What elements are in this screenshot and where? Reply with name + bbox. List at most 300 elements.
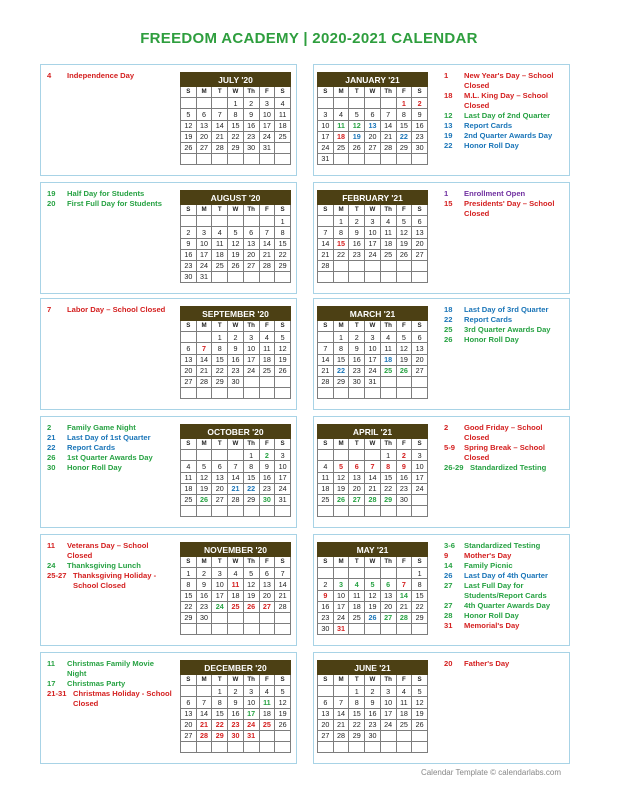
week-row (318, 376, 428, 387)
day-cell: 20 (365, 131, 381, 142)
day-cell: 16 (396, 472, 412, 483)
weekday-label: S (412, 205, 428, 216)
event-text: Independence Day (67, 71, 135, 80)
event-item (444, 611, 566, 621)
day-cell: 12 (196, 472, 212, 483)
day-cell: 26 (396, 249, 412, 260)
event-item (47, 189, 172, 199)
month-title: APRIL '21 (318, 425, 428, 439)
day-cell (259, 216, 275, 227)
day-cell: 21 (365, 483, 381, 494)
day-cell (412, 742, 428, 753)
day-cell: 16 (259, 472, 275, 483)
weekday-label: T (212, 321, 228, 332)
day-cell: 6 (181, 343, 197, 354)
event-date: 1 (444, 189, 449, 198)
weekday-label: W (228, 87, 244, 98)
event-text: Last Day of 2nd Quarter (464, 111, 551, 120)
event-item (444, 551, 566, 561)
event-text: Christmas Party (67, 679, 126, 688)
day-cell: 23 (396, 483, 412, 494)
event-date: 9 (444, 551, 449, 560)
day-cell (396, 730, 412, 741)
day-cell: 4 (333, 109, 349, 120)
day-cell: 11 (380, 343, 396, 354)
day-cell: 17 (365, 238, 381, 249)
day-cell: 18 (380, 238, 396, 249)
weekday-label: W (365, 321, 381, 332)
day-cell: 25 (333, 142, 349, 153)
day-cell (349, 450, 365, 461)
event-date: 27 (444, 581, 453, 590)
day-cell (396, 506, 412, 517)
weekday-label: S (318, 321, 334, 332)
weekday-label: S (318, 675, 334, 686)
day-cell: 6 (412, 332, 428, 343)
day-cell: 10 (365, 343, 381, 354)
event-text: 1st Quarter Awards Day (67, 453, 153, 462)
day-cell: 14 (396, 590, 412, 601)
event-item (444, 199, 566, 219)
day-cell: 2 (243, 98, 259, 109)
day-cell: 1 (333, 332, 349, 343)
day-cell: 14 (196, 708, 212, 719)
day-cell: 28 (318, 260, 334, 271)
day-cell: 24 (212, 601, 228, 612)
day-cell (365, 388, 381, 399)
week-row (318, 216, 428, 227)
event-item (444, 463, 566, 473)
day-cell: 27 (318, 730, 334, 741)
month-title: FEBRUARY '21 (318, 191, 428, 205)
event-item (47, 433, 172, 443)
day-cell (396, 154, 412, 165)
day-cell: 5 (275, 332, 291, 343)
day-cell: 29 (333, 376, 349, 387)
day-cell (181, 624, 197, 635)
month-title: AUGUST '20 (181, 191, 291, 205)
day-cell: 9 (243, 109, 259, 120)
day-cell: 23 (318, 612, 334, 623)
day-cell: 20 (318, 719, 334, 730)
day-cell: 28 (212, 142, 228, 153)
day-cell (259, 388, 275, 399)
weekday-label: T (349, 205, 365, 216)
day-cell: 22 (243, 483, 259, 494)
day-cell: 8 (412, 579, 428, 590)
day-cell: 9 (318, 590, 334, 601)
day-cell: 9 (412, 109, 428, 120)
weekday-label: T (349, 557, 365, 568)
day-cell (212, 216, 228, 227)
day-cell: 29 (243, 494, 259, 505)
week-row (181, 109, 291, 120)
week-row (181, 98, 291, 109)
day-cell: 17 (380, 708, 396, 719)
day-cell (365, 154, 381, 165)
month-title: MAY '21 (318, 543, 428, 557)
day-cell: 8 (396, 109, 412, 120)
day-cell: 12 (412, 697, 428, 708)
day-cell: 19 (412, 708, 428, 719)
day-cell (349, 624, 365, 635)
week-row (318, 98, 428, 109)
week-row (318, 365, 428, 376)
event-date: 20 (444, 659, 453, 668)
day-cell: 10 (318, 120, 334, 131)
day-cell: 16 (228, 708, 244, 719)
weekday-label: F (396, 87, 412, 98)
week-row (318, 238, 428, 249)
day-cell: 27 (412, 365, 428, 376)
day-cell (196, 216, 212, 227)
weekday-label: S (181, 439, 197, 450)
week-row (181, 483, 291, 494)
day-cell: 4 (259, 686, 275, 697)
day-cell (243, 376, 259, 387)
day-cell: 23 (181, 260, 197, 271)
day-cell: 24 (243, 365, 259, 376)
day-cell (259, 506, 275, 517)
day-cell: 3 (412, 450, 428, 461)
day-cell: 30 (196, 612, 212, 623)
day-cell: 28 (396, 612, 412, 623)
day-cell: 22 (412, 601, 428, 612)
event-text: Mother's Day (464, 551, 512, 560)
day-cell (212, 612, 228, 623)
day-cell (333, 450, 349, 461)
day-cell: 14 (212, 120, 228, 131)
month-title: JUNE '21 (318, 661, 428, 675)
day-cell (196, 624, 212, 635)
day-cell (333, 506, 349, 517)
day-cell: 18 (380, 354, 396, 365)
week-row (181, 601, 291, 612)
day-cell (275, 730, 291, 741)
day-cell (275, 142, 291, 153)
day-cell: 18 (396, 708, 412, 719)
month-calendar (180, 190, 291, 283)
day-cell: 7 (318, 227, 334, 238)
event-text: Labor Day – School Closed (67, 305, 166, 314)
day-cell: 24 (365, 249, 381, 260)
weekday-label: F (396, 205, 412, 216)
event-text: Good Friday – School Closed (464, 423, 543, 442)
week-row (181, 506, 291, 517)
weekday-label: Th (380, 87, 396, 98)
week-row (181, 686, 291, 697)
weekday-label: F (259, 87, 275, 98)
day-cell (243, 624, 259, 635)
day-cell (396, 388, 412, 399)
day-cell: 16 (243, 120, 259, 131)
week-row (181, 216, 291, 227)
week-row (318, 590, 428, 601)
week-row (181, 238, 291, 249)
day-cell (181, 332, 197, 343)
day-cell: 10 (365, 227, 381, 238)
page-title: FREEDOM ACADEMY | 2020-2021 CALENDAR (140, 30, 478, 47)
day-cell: 26 (412, 719, 428, 730)
weekday-label: M (333, 557, 349, 568)
weekday-header-row (181, 439, 291, 450)
event-item (444, 325, 566, 335)
day-cell: 31 (333, 624, 349, 635)
day-cell: 17 (243, 708, 259, 719)
day-cell: 8 (380, 461, 396, 472)
day-cell (318, 568, 334, 579)
day-cell: 24 (412, 483, 428, 494)
event-text: Enrollment Open (464, 189, 526, 198)
day-cell (349, 568, 365, 579)
week-row (318, 579, 428, 590)
day-cell: 24 (259, 131, 275, 142)
weekday-header-row (318, 321, 428, 332)
day-cell: 22 (333, 365, 349, 376)
day-cell: 3 (333, 579, 349, 590)
day-cell: 27 (365, 142, 381, 153)
day-cell: 29 (380, 494, 396, 505)
day-cell: 25 (396, 719, 412, 730)
weekday-label: W (365, 205, 381, 216)
month-calendar (317, 306, 428, 399)
day-cell (380, 388, 396, 399)
day-cell: 31 (318, 154, 334, 165)
day-cell (396, 260, 412, 271)
event-text: Report Cards (464, 315, 513, 324)
day-cell (380, 376, 396, 387)
event-date: 17 (47, 679, 56, 688)
day-cell: 8 (181, 579, 197, 590)
day-cell: 3 (243, 332, 259, 343)
event-date: 21-31 (47, 689, 67, 698)
event-date: 18 (444, 305, 453, 314)
event-item (444, 561, 566, 571)
day-cell: 6 (243, 227, 259, 238)
weekday-label: T (349, 439, 365, 450)
weekday-label: S (275, 675, 291, 686)
week-row (318, 719, 428, 730)
event-text: Thanksgiving Lunch (67, 561, 141, 570)
day-cell: 21 (259, 249, 275, 260)
day-cell: 18 (228, 590, 244, 601)
day-cell (396, 742, 412, 753)
day-cell (333, 742, 349, 753)
event-date: 12 (444, 111, 453, 120)
day-cell: 13 (243, 238, 259, 249)
weekday-label: Th (380, 439, 396, 450)
day-cell: 31 (259, 142, 275, 153)
day-cell: 30 (181, 272, 197, 283)
day-cell: 4 (275, 98, 291, 109)
day-cell: 21 (196, 719, 212, 730)
day-cell: 26 (196, 494, 212, 505)
day-cell (412, 272, 428, 283)
weekday-label: T (349, 675, 365, 686)
weekday-label: F (259, 205, 275, 216)
day-cell: 10 (259, 109, 275, 120)
day-cell: 4 (380, 216, 396, 227)
day-cell: 12 (333, 472, 349, 483)
day-cell (243, 272, 259, 283)
weekday-label: M (196, 439, 212, 450)
week-row (318, 388, 428, 399)
day-cell: 25 (349, 612, 365, 623)
day-cell: 1 (333, 216, 349, 227)
day-cell: 9 (259, 461, 275, 472)
day-cell (243, 506, 259, 517)
event-item (47, 199, 172, 209)
day-cell: 3 (259, 98, 275, 109)
day-cell (212, 272, 228, 283)
day-cell: 14 (228, 472, 244, 483)
day-cell: 11 (318, 472, 334, 483)
month-title: MARCH '21 (318, 307, 428, 321)
day-cell: 2 (349, 332, 365, 343)
event-item (47, 659, 172, 679)
weekday-label: S (275, 205, 291, 216)
day-cell: 14 (196, 354, 212, 365)
day-cell: 30 (412, 142, 428, 153)
weekday-header-row (181, 675, 291, 686)
day-cell: 30 (396, 494, 412, 505)
week-row (181, 388, 291, 399)
day-cell (318, 686, 334, 697)
event-item (444, 335, 566, 345)
day-cell: 3 (365, 332, 381, 343)
month-calendar (317, 190, 428, 283)
day-cell (318, 742, 334, 753)
day-cell: 30 (228, 376, 244, 387)
day-cell (196, 388, 212, 399)
day-cell: 3 (196, 227, 212, 238)
day-cell: 13 (380, 590, 396, 601)
day-cell: 13 (196, 120, 212, 131)
day-cell: 23 (228, 719, 244, 730)
day-cell: 29 (275, 260, 291, 271)
weekday-header-row (318, 557, 428, 568)
event-list (47, 71, 172, 81)
day-cell: 21 (212, 131, 228, 142)
week-row (181, 719, 291, 730)
event-date: 27 (444, 601, 453, 610)
event-item (444, 541, 566, 551)
month-calendar (317, 660, 428, 753)
day-cell: 26 (333, 494, 349, 505)
day-cell: 16 (349, 238, 365, 249)
weekday-label: M (333, 205, 349, 216)
day-cell: 15 (380, 472, 396, 483)
event-item (47, 571, 172, 591)
week-row (181, 742, 291, 753)
day-cell: 11 (228, 579, 244, 590)
day-cell: 14 (380, 120, 396, 131)
day-cell (212, 742, 228, 753)
day-cell: 1 (212, 332, 228, 343)
day-cell (212, 450, 228, 461)
day-cell: 7 (228, 461, 244, 472)
weekday-label: F (259, 675, 275, 686)
event-item (444, 131, 566, 141)
event-item (47, 679, 172, 689)
day-cell: 4 (181, 461, 197, 472)
day-cell (243, 612, 259, 623)
day-cell: 17 (259, 120, 275, 131)
week-row (318, 343, 428, 354)
weekday-label: S (318, 439, 334, 450)
day-cell (365, 450, 381, 461)
day-cell (333, 568, 349, 579)
day-cell: 1 (181, 568, 197, 579)
day-cell: 16 (228, 354, 244, 365)
week-row (318, 249, 428, 260)
day-cell: 6 (318, 697, 334, 708)
day-cell: 20 (243, 249, 259, 260)
event-date: 2 (444, 423, 449, 432)
event-text: Spring Break – School Closed (464, 443, 546, 462)
weekday-header-row (181, 557, 291, 568)
event-date: 22 (444, 141, 453, 150)
day-cell: 25 (212, 260, 228, 271)
day-cell: 5 (412, 686, 428, 697)
day-cell: 5 (196, 461, 212, 472)
week-row (318, 354, 428, 365)
event-date: 7 (47, 305, 52, 314)
day-cell: 31 (365, 376, 381, 387)
day-cell: 24 (333, 612, 349, 623)
day-cell: 16 (365, 708, 381, 719)
day-cell: 22 (181, 601, 197, 612)
day-cell (228, 216, 244, 227)
event-item (47, 443, 172, 453)
event-date: 28 (444, 611, 453, 620)
event-date: 20 (47, 199, 56, 208)
event-date: 24 (47, 561, 56, 570)
day-cell: 29 (212, 730, 228, 741)
week-row (318, 494, 428, 505)
day-cell: 17 (196, 249, 212, 260)
day-cell: 9 (196, 579, 212, 590)
day-cell (412, 624, 428, 635)
weekday-label: W (365, 675, 381, 686)
weekday-label: S (275, 321, 291, 332)
day-cell (412, 494, 428, 505)
day-cell: 11 (396, 697, 412, 708)
day-cell (275, 624, 291, 635)
event-text: First Full Day for Students (67, 199, 162, 208)
month-title: DECEMBER '20 (181, 661, 291, 675)
week-row (181, 472, 291, 483)
day-cell: 1 (380, 450, 396, 461)
day-cell: 4 (349, 579, 365, 590)
event-item (444, 141, 566, 151)
day-cell (412, 260, 428, 271)
event-item (444, 571, 566, 581)
weekday-label: M (196, 205, 212, 216)
day-cell: 21 (275, 590, 291, 601)
event-text: Standardized Testing (464, 541, 541, 550)
day-cell (228, 624, 244, 635)
day-cell: 18 (275, 120, 291, 131)
weekday-label: S (181, 557, 197, 568)
month-calendar (180, 72, 291, 165)
day-cell: 18 (181, 483, 197, 494)
event-text: Christmas Holiday - School Closed (73, 689, 172, 708)
day-cell: 15 (275, 238, 291, 249)
event-text: Family Picnic (464, 561, 513, 570)
week-row (318, 697, 428, 708)
day-cell (365, 742, 381, 753)
